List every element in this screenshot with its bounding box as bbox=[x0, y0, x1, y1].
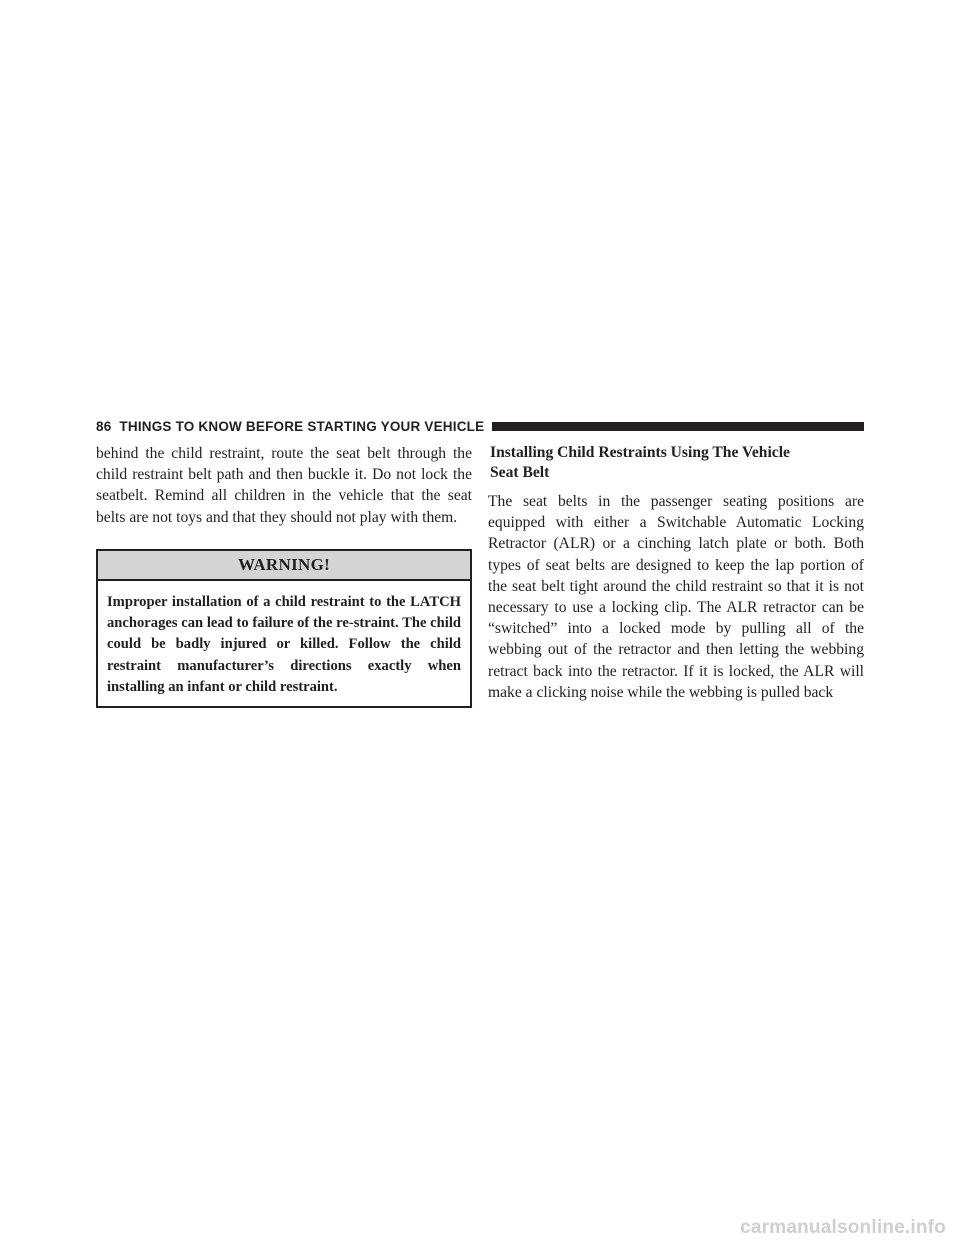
seat-belt-paragraph: The seat belts in the passenger seating positions are equipped with either a Switchable Automatic Locking Retractor (ALR) or a cinching latch plate or both. Both types of seat belts are designed to keep the lap portion of the seat belt tight around the child restraint so that it is not necessary to use a locking clip. The ALR retractor can be “switched” into a locked mode by pulling all of the webbing out of the retractor and then letting the webbing retract back into the retractor. If it is locked, the ALR will make a clicking noise while the webbing is pulled back bbox=[488, 493, 864, 701]
section-heading-line-2: Seat Belt bbox=[490, 463, 550, 481]
section-heading bbox=[488, 443, 864, 482]
watermark: carmanualsonline.info bbox=[740, 1217, 946, 1238]
page-number: 86 bbox=[96, 418, 112, 434]
left-column bbox=[96, 443, 472, 708]
section-heading-line-1: Installing Child Restraints Using The Vehicle bbox=[490, 444, 790, 461]
warning-title: WARNING! bbox=[98, 551, 470, 581]
continued-paragraph: behind the child restraint, route the seat belt through the child restraint belt path and then buckle it. Do not lock the seatbelt. Remind all children in the vehicle that the seat belts are not toys and that they should not play with them. bbox=[96, 445, 472, 526]
section-title: THINGS TO KNOW BEFORE STARTING YOUR VEHICLE bbox=[119, 418, 485, 434]
header-rule bbox=[492, 422, 864, 431]
page-header bbox=[96, 415, 864, 437]
right-column bbox=[488, 443, 864, 703]
warning-text: Improper installation of a child restraint to the LATCH anchorages can lead to failure of the re-straint. The child could be badly injured or killed. Follow the child restraint manufacturer’s directions exactly when installing an infant or child restraint. bbox=[107, 594, 461, 695]
warning-box bbox=[96, 549, 472, 708]
